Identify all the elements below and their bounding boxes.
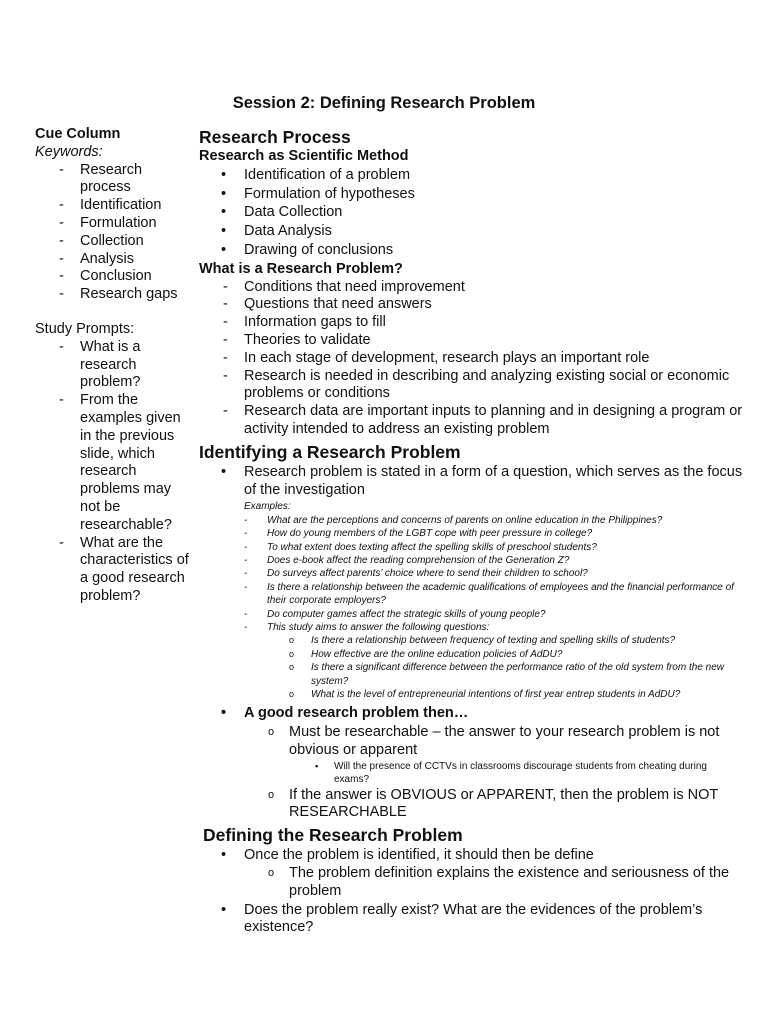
- good-item-text: Must be researchable – the answer to your research problem is not obvious or apparent: [289, 724, 720, 759]
- list-item: - In each stage of development, research plays an important role: [199, 350, 744, 368]
- list-item: [244, 724, 744, 786]
- list-item: • Identification of a problem: [199, 167, 744, 185]
- good-example-item: ▪ Will the presence of CCTVs in classrooms discourage students from cheating during exams?: [289, 760, 744, 787]
- question-item: o How effective are the online education policies of AdDU?: [199, 648, 744, 661]
- defining-sublist: [244, 865, 744, 901]
- subheading-scientific-method: Research as Scientific Method: [199, 148, 409, 164]
- cue-heading: Cue Column: [35, 126, 121, 142]
- example-item: - Do computer games affect the strategic skills of young people?: [199, 608, 744, 621]
- good-example-list: [289, 760, 744, 787]
- scientific-method-list: [199, 167, 744, 260]
- examples-label: Examples:: [244, 501, 291, 513]
- list-item: • Data Analysis: [199, 223, 744, 241]
- prompts-label: Study Prompts:: [35, 320, 135, 337]
- subheading-what-is-problem: What is a Research Problem?: [199, 260, 403, 277]
- question-item: o Is there a significant difference between the performance ratio of the old system from the new system?: [199, 661, 744, 688]
- section-heading-research-process: Research Process: [199, 127, 351, 147]
- question-item: o What is the level of entrepreneurial intentions of first year entrep students in AdDU?: [199, 688, 744, 701]
- list-item: o The problem definition explains the existence and seriousness of the problem: [244, 865, 744, 901]
- question-item: o Is there a relationship between frequency of texting and spelling skills of students?: [199, 634, 744, 647]
- examples-block: [199, 500, 744, 701]
- list-item: • Drawing of conclusions: [199, 242, 744, 260]
- notes-column: [199, 126, 744, 938]
- example-item: - Does e-book affect the reading comprehension of the Generation Z?: [199, 554, 744, 567]
- list-item: o If the answer is OBVIOUS or APPARENT, then the problem is NOT RESEARCHABLE: [244, 787, 744, 823]
- defining-text: Once the problem is identified, it should then be define: [244, 847, 594, 864]
- list-item: - Theories to validate: [199, 332, 744, 350]
- identifying-list: [199, 464, 744, 500]
- list-item: [199, 847, 744, 900]
- identifying-text: Research problem is stated in a form of a question, which serves as the focus of the investigation: [244, 463, 743, 498]
- examples-list: [199, 514, 744, 635]
- keywords-list: [35, 162, 190, 304]
- list-item: - Information gaps to fill: [199, 314, 744, 332]
- list-item: • Data Collection: [199, 204, 744, 222]
- prompts-list: [35, 339, 190, 606]
- keyword-item: - Analysis: [35, 251, 190, 269]
- keyword-item: - Formulation: [35, 215, 190, 233]
- list-item: - Questions that need answers: [199, 296, 744, 314]
- example-item: - What are the perceptions and concerns of parents on online education in the Philippines?: [199, 514, 744, 527]
- prompt-item: - What is a research problem?: [35, 339, 190, 392]
- example-item: - Is there a relationship between the academic qualifications of employees and the financial performance of their corporate employers?: [199, 581, 744, 608]
- section-heading-identifying: Identifying a Research Problem: [199, 441, 461, 462]
- keyword-item: - Conclusion: [35, 268, 190, 286]
- keyword-item: - Identification: [35, 197, 190, 215]
- example-item: - To what extent does texting affect the spelling skills of preschool students?: [199, 541, 744, 554]
- prompt-item: - What are the characteristics of a good research problem?: [35, 535, 190, 606]
- list-item: - Conditions that need improvement: [199, 279, 744, 297]
- page-title: Session 2: Defining Research Problem: [232, 94, 536, 112]
- list-item: • Does the problem really exist? What are the evidences of the problem’s existence?: [199, 902, 744, 938]
- good-problem-list: [199, 705, 744, 723]
- cue-column: [35, 126, 190, 606]
- good-problem-subitems: [199, 724, 744, 822]
- prompt-item: - From the examples given in the previous slide, which research problems may not be researchable?: [35, 392, 190, 534]
- list-item: - Research is needed in describing and analyzing existing social or economic problems or conditions: [199, 368, 744, 404]
- section-heading-defining: Defining the Research Problem: [203, 825, 463, 846]
- defining-list: [199, 847, 744, 937]
- good-problem-heading: • A good research problem then…: [199, 705, 744, 723]
- research-problem-list: [199, 279, 744, 439]
- keyword-item: - Collection: [35, 233, 190, 251]
- list-item: • Formulation of hypotheses: [199, 186, 744, 204]
- example-item: - Do surveys affect parents’ choice where to send their children to school?: [199, 567, 744, 580]
- example-item: - This study aims to answer the following questions:: [199, 621, 744, 634]
- list-item: - Research data are important inputs to planning and in designing a program or activity intended to address an existing problem: [199, 403, 744, 439]
- keywords-label: Keywords:: [35, 143, 103, 160]
- keyword-item: - Research gaps: [35, 286, 190, 304]
- questions-list: [199, 634, 744, 701]
- keyword-item: - Research process: [35, 162, 190, 198]
- example-item: - How do young members of the LGBT cope with peer pressure in college?: [199, 527, 744, 540]
- list-item: [199, 464, 744, 500]
